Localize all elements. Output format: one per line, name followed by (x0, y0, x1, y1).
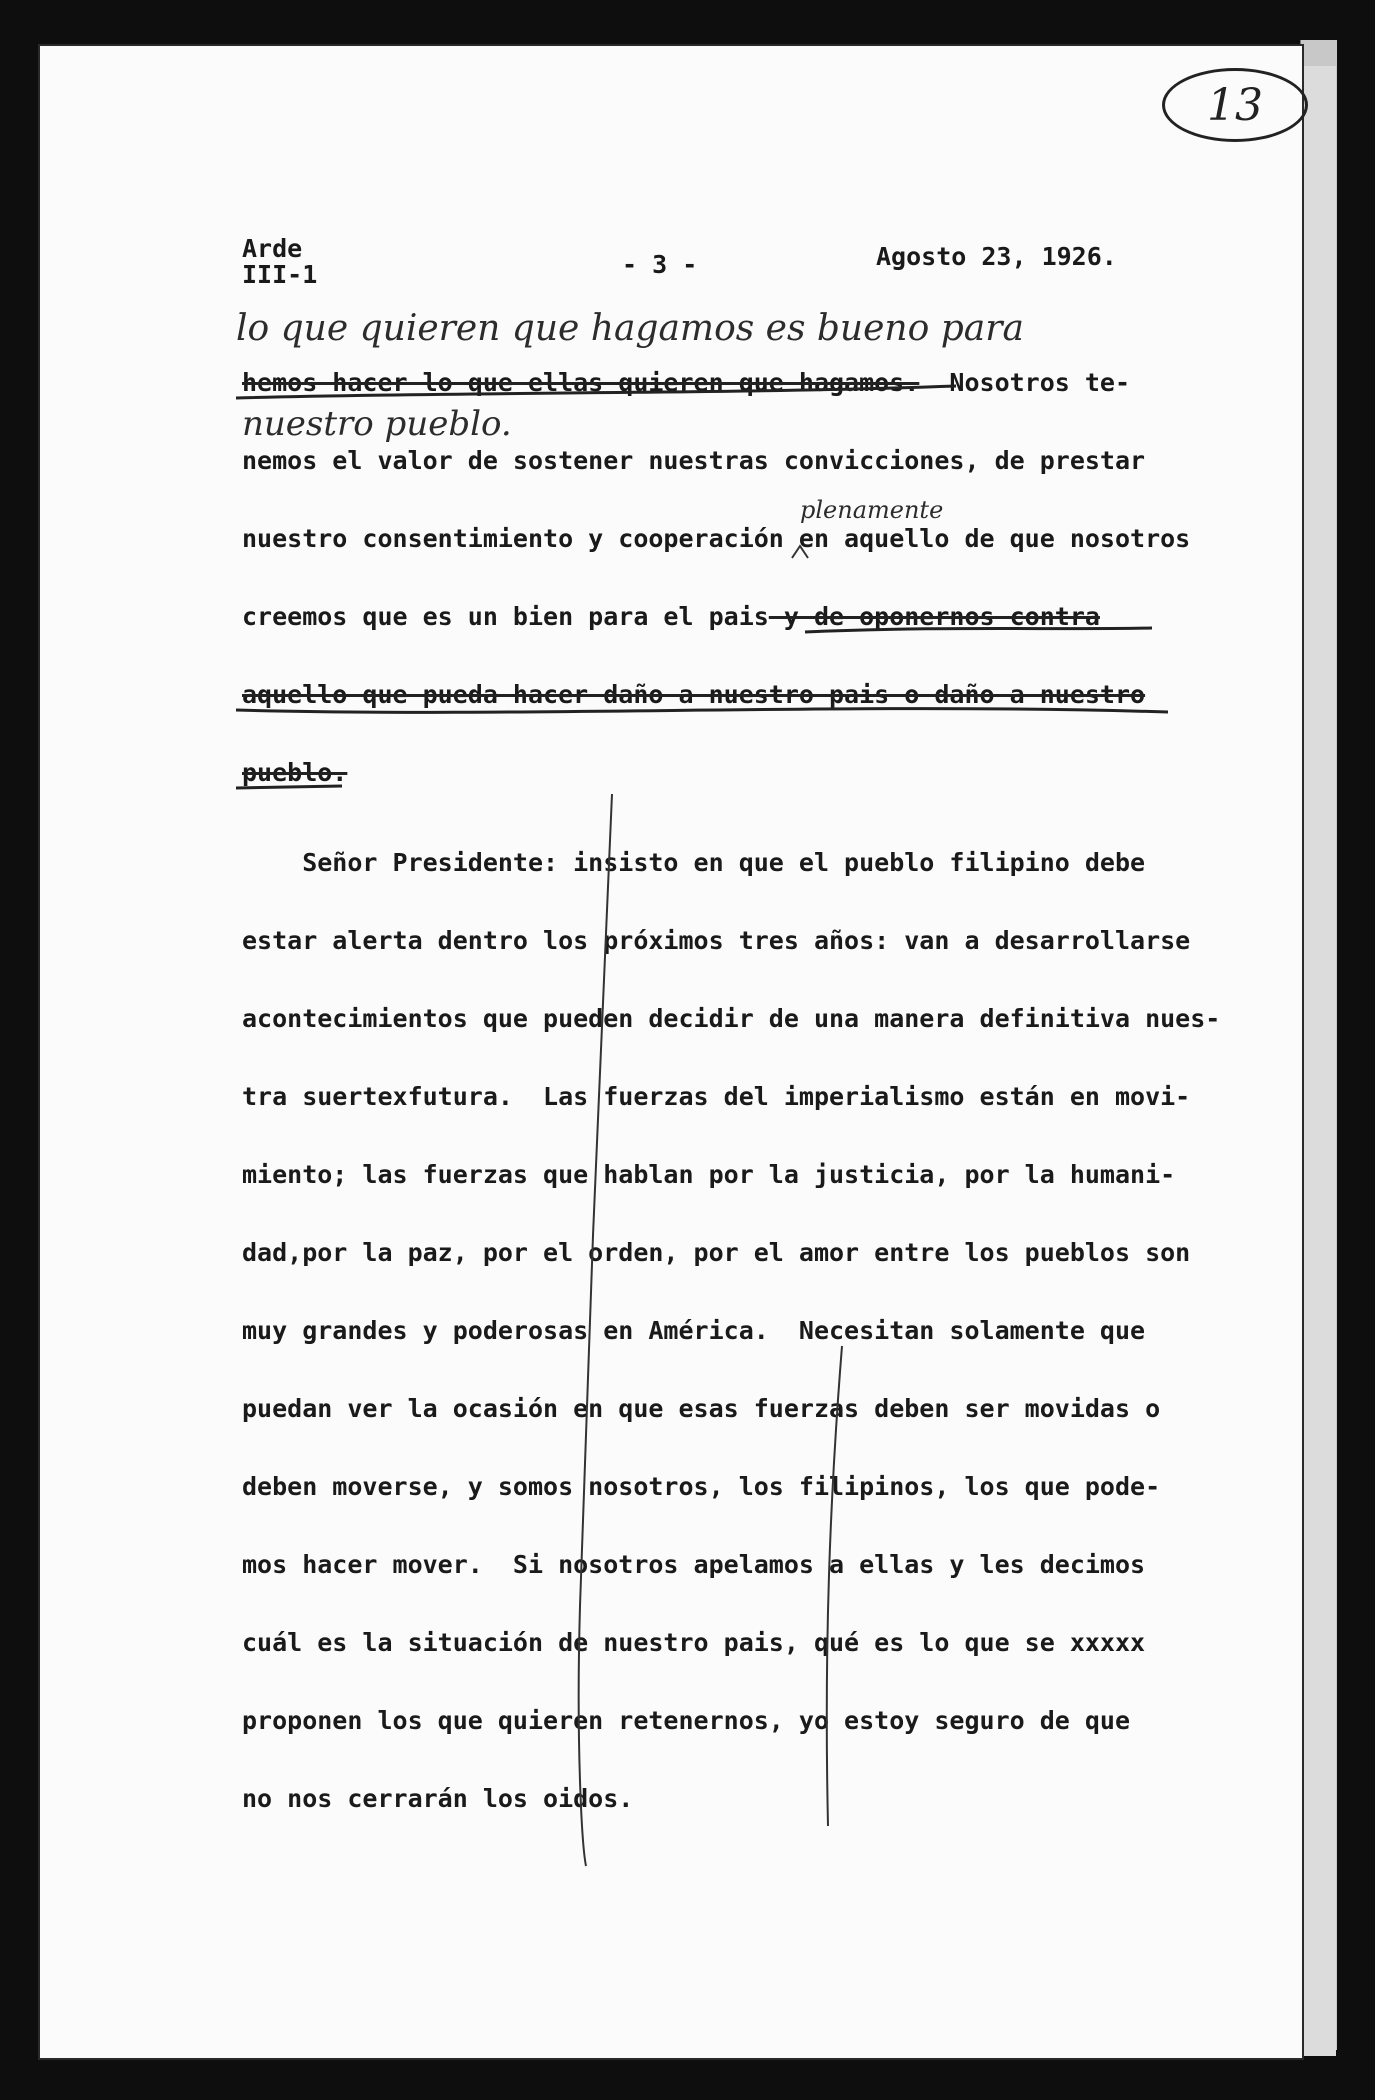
para2-line5: miento; las fuerzas que hablan por la justicia, por la humani- (242, 1160, 1176, 1189)
struck-text: hemos hacer lo que ellas quieren que hagamos. (242, 368, 920, 397)
struck-text: y de oponernos contra (768, 602, 1100, 631)
para2-line7: muy grandes y poderosas en América. Necesitan solamente que (242, 1316, 1146, 1345)
para1-line1 (242, 368, 1130, 397)
typed-text: nemos el valor de sostener nuestras convicciones, de prestar (242, 446, 1146, 475)
page-number-text: 13 (1207, 79, 1263, 131)
handwritten-insert-line1: lo que quieren que hagamos es bueno para (236, 308, 1024, 349)
header-ref-line1: Arde (242, 234, 303, 263)
page-number-circled (1162, 68, 1308, 142)
para2-line4: tra suertexfutura. Las fuerzas del imperialismo están en movi- (242, 1082, 1191, 1111)
struck-text: aquello que pueda hacer daño a nuestro pais o daño a nuestro (242, 680, 1146, 709)
strike-scribble-line5 (236, 709, 1168, 713)
header-date: Agosto 23, 1926. (876, 242, 1117, 271)
para2-line3: acontecimientos que pueden decidir de una manera definitiva nues- (242, 1004, 1221, 1033)
para2-line8: puedan ver la ocasión en que esas fuerzas deben ser movidas o (242, 1394, 1161, 1423)
para1-line6 (242, 758, 347, 787)
handwritten-insert-word: plenamente (800, 496, 944, 524)
para1-line3 (242, 524, 1190, 553)
typed-text: Nosotros te- (919, 368, 1131, 397)
para2-line9: deben moverse, y somos nosotros, los filipinos, los que pode- (242, 1472, 1161, 1501)
para1-line4 (242, 602, 1100, 631)
handwritten-insert-line2: nuestro pueblo. (242, 404, 512, 444)
typed-text: nuestro consentimiento y cooperación en aquello de que nosotros (242, 524, 1191, 553)
para2-line1: Señor Presidente: insisto en que el pueblo filipino debe (242, 848, 1146, 877)
struck-text: pueblo. (242, 758, 348, 787)
para2-line13: no nos cerrarán los oidos. (242, 1784, 634, 1813)
para2-line12: proponen los que quieren retenernos, yo estoy seguro de que (242, 1706, 1131, 1735)
para2-line11: cuál es la situación de nuestro pais, qué es lo que se xxxxx (242, 1628, 1146, 1657)
para1-line5 (242, 680, 1145, 709)
header-page-marker: - 3 - (622, 250, 698, 279)
typed-text: creemos que es un bien para el pais (242, 602, 769, 631)
para2-line6: dad,por la paz, por el orden, por el amor entre los pueblos son (242, 1238, 1191, 1267)
header-ref-line2: III-1 (242, 260, 318, 289)
para2-line10: mos hacer mover. Si nosotros apelamos a ellas y les decimos (242, 1550, 1146, 1579)
para1-line2 (242, 446, 1145, 475)
document-page (40, 46, 1302, 2058)
para2-line2: estar alerta dentro los próximos tres años: van a desarrollarse (242, 926, 1191, 955)
